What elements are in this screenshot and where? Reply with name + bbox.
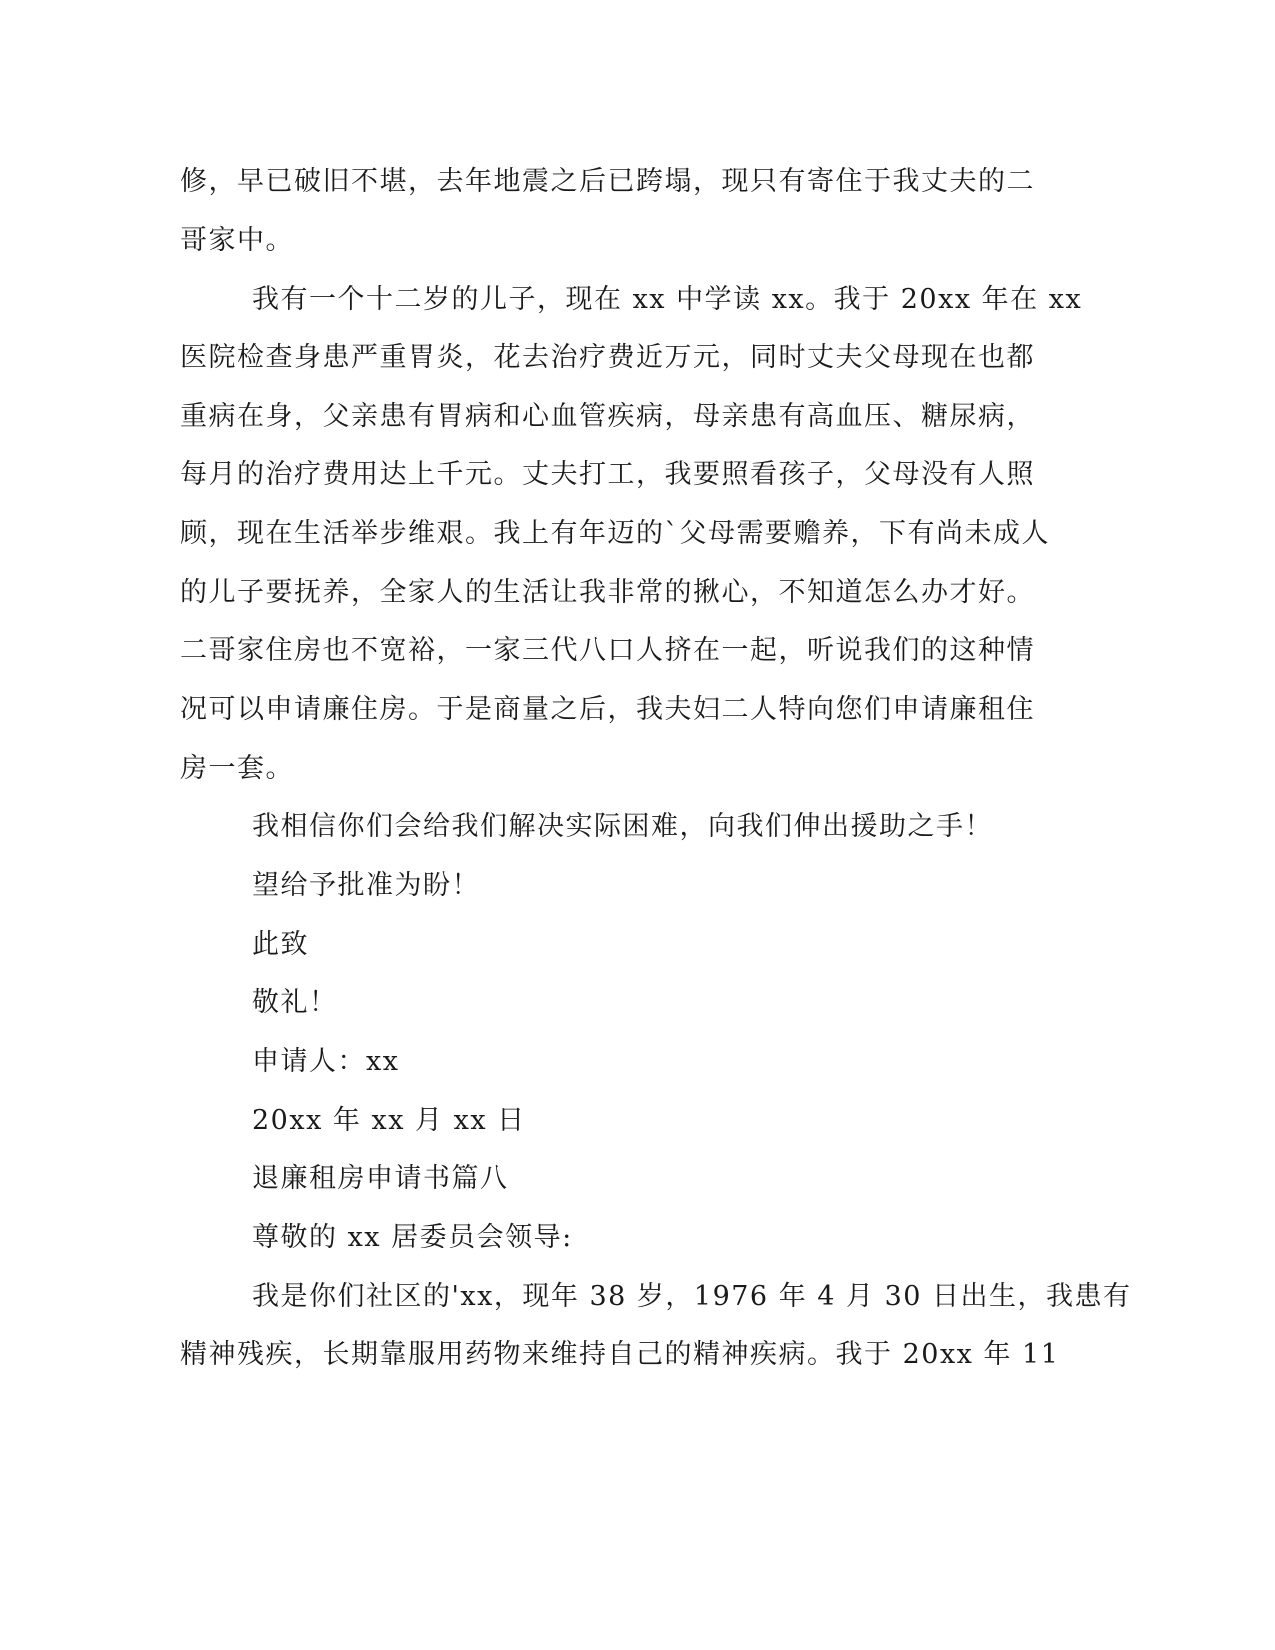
text-line: 修，早已破旧不堪，去年地震之后已跨塌，现只有寄住于我丈夫的二 [180,166,1035,197]
text-line: 顾，现在生活举步维艰。我上有年迈的`父母需要赡养，下有尚未成人 [180,518,1050,549]
text-line: 精神残疾，长期靠服用药物来维持自己的精神疾病。我于 20xx 年 11 [180,1339,1060,1370]
text-line: 哥家中。 [180,225,294,256]
text-line: 医院检查身患严重胃炎，花去治疗费近万元，同时丈夫父母现在也都 [180,342,1035,373]
salutation-line: 此致 [252,929,309,960]
paragraph-start-line: 我是你们社区的'xx，现年 38 岁，1976 年 4 月 30 日出生，我患有 [252,1281,1132,1312]
text-line: 每月的治疗费用达上千元。丈夫打工，我要照看孩子，父母没有人照 [180,459,1035,490]
text-line: 二哥家住房也不宽裕，一家三代八口人挤在一起，听说我们的这种情 [180,635,1035,666]
addressee-line: 尊敬的 xx 居委员会领导: [252,1222,573,1253]
paragraph-start-line: 我有一个十二岁的儿子，现在 xx 中学读 xx。我于 20xx 年在 xx [252,284,1083,315]
closing-line: 望给予批准为盼！ [252,870,480,901]
salutation-line: 敬礼！ [252,987,338,1018]
section-title: 退廉租房申请书篇八 [252,1163,509,1194]
text-line: 房一套。 [180,753,294,784]
text-line: 况可以申请廉住房。于是商量之后，我夫妇二人特向您们申请廉租住 [180,694,1035,725]
text-line: 重病在身，父亲患有胃病和心血管疾病，母亲患有高血压、糖尿病， [180,401,1035,432]
date-line: 20xx 年 xx 月 xx 日 [252,1105,526,1136]
text-line: 的儿子要抚养，全家人的生活让我非常的揪心，不知道怎么办才好。 [180,577,1035,608]
applicant-line: 申请人：xx [252,1046,400,1077]
paragraph-start-line: 我相信你们会给我们解决实际困难，向我们伸出援助之手！ [252,811,993,842]
